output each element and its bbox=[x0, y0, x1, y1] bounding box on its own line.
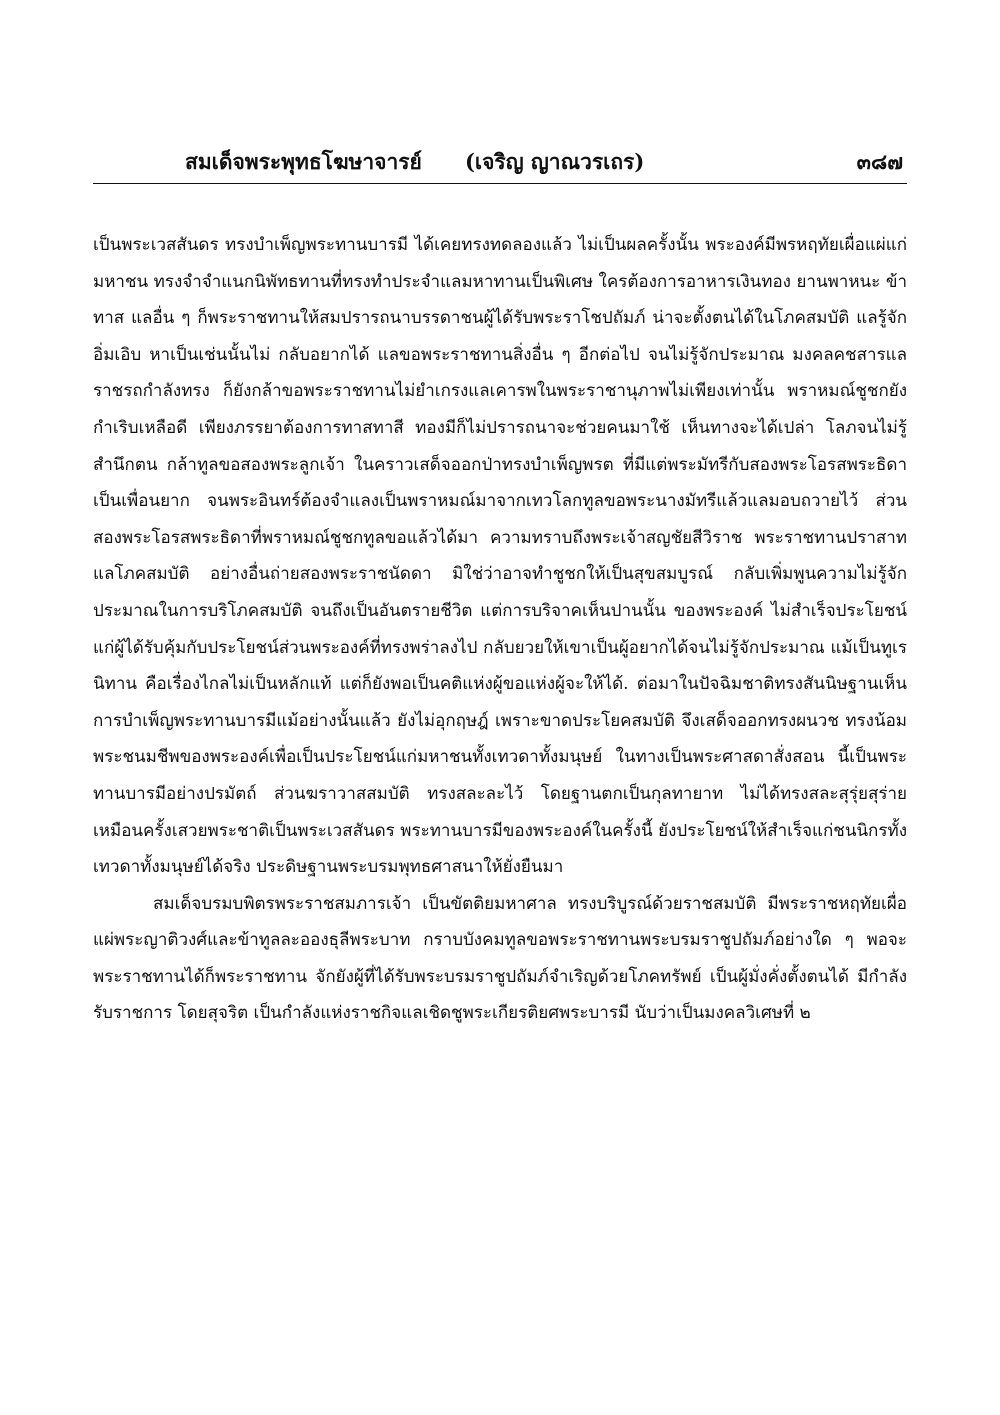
header-author: (เจริญ ญาณวรเถร) bbox=[465, 149, 645, 174]
paragraph-1: เป็นพระเวสสันดร ทรงบำเพ็ญพระทานบารมี ได้เคยทรงทดลองแล้ว ไม่เป็นผลครั้งนั้น พระองค์มีพรหฤทัยเผื่อแผ่แก่มหาชน ทรงจำจำแนกนิพัทธทานที่ทรงทำประจำแลมหาทานเป็นพิเศษ ใครต้องการอาหารเงินทอง ยานพาหนะ ข้าทาส แลอื่น ๆ ก็พระราชทานให้สมปรารถนาบรรดาชนผู้ได้รับพระราโชปถัมภ์ น่าจะตั้งตนได้ในโภคสมบัติ แลรู้จักอิ่มเอิบ หาเป็นเช่นนั้นไม่ กลับอยากได้ แลขอพระราชทานสิ่งอื่น ๆ อีกต่อไป จนไม่รู้จักประมาณ มงคลคชสารแลราชรถกำลังทรง ก็ยังกล้าขอพระราชทานไม่ยำเกรงแลเคารพในพระราชานุภาพไม่เพียงเท่านั้น พราหมณ์ชูชกยังกำเริบเหลือดี เพียงภรรยาต้องการทาสทาสี ทองมีก็ไม่ปรารถนาจะช่วยคนมาใช้ เห็นทางจะได้เปล่า โลภจนไม่รู้สำนึกตน กล้าทูลขอสองพระลูกเจ้า ในคราวเสด็จออกป่าทรงบำเพ็ญพรต ที่มีแต่พระมัทรีกับสองพระโอรสพระธิดา เป็นเพื่อนยาก จนพระอินทร์ต้องจำแลงเป็นพราหมณ์มาจากเทวโลกทูลขอพระนางมัทรีแล้วแลมอบถวายไว้ ส่วนสองพระโอรสพระธิดาที่พราหมณ์ชูชกทูลขอแล้วได้มา ความทราบถึงพระเจ้าสญชัยสีวิราช พระราชทานปราสาทแลโภคสมบัติ อย่างอื่นถ่ายสองพระราชนัดดา มิใช่ว่าอาจทำชูชกให้เป็นสุขสมบูรณ์ กลับเพิ่มพูนความไม่รู้จักประมาณในการบริโภคสมบัติ จนถึงเป็นอันตรายชีวิต แต่การบริจาคเห็นปานนั้น ของพระองค์ ไม่สำเร็จประโยชน์แก่ผู้ได้รับคุ้มกับประโยชน์ส่วนพระองค์ที่ทรงพร่าลงไป กลับยวยให้เขาเป็นผู้อยากได้จนไม่รู้จักประมาณ แม้เป็นทูเรนิทาน คือเรื่องไกลไม่เป็นหลักแท้ แต่ก็ยังพอเป็นคติแห่งผู้ขอแห่งผู้จะให้ได้. ต่อมาในปัจฉิมชาติทรงสันนิษฐานเห็นการบำเพ็ญพระทานบารมีแม้อย่างนั้นแล้ว ยังไม่อุกฤษฎ์ เพราะขาดประโยคสมบัติ จึงเสด็จออกทรงผนวช ทรงน้อมพระชนมชีพของพระองค์เพื่อเป็นประโยชน์แก่มหาชนทั้งเทวดาทั้งมนุษย์ ในทางเป็นพระศาสดาสั่งสอน นี้เป็นพระทานบารมีอย่างปรมัตถ์ ส่วนฆราวาสสมบัติ ทรงสละละไว้ โดยฐานตกเป็นกุลทายาท ไม่ได้ทรงสละสุรุ่ยสุร่ายเหมือนครั้งเสวยพระชาติเป็นพระเวสสันดร พระทานบารมีของพระองค์ในครั้งนี้ ยังประโยชน์ให้สำเร็จแก่ชนนิกรทั้งเทวดาทั้งมนุษย์ได้จริง ประดิษฐานพระบรมพุทธศาสนาให้ยั่งยืนมา bbox=[93, 235, 907, 878]
header-divider bbox=[93, 183, 907, 184]
page-header bbox=[93, 142, 907, 182]
header-title: สมเด็จพระพุทธโฆษาจารย์ bbox=[185, 149, 422, 174]
page-number: ๓๘๗ bbox=[856, 149, 903, 174]
body-text bbox=[93, 227, 907, 1032]
paragraph-2: สมเด็จบรมบพิตรพระราชสมภารเจ้า เป็นขัตติยมหาศาล ทรงบริบูรณ์ด้วยราชสมบัติ มีพระราชหฤทัยเผื่อแผ่พระญาติวงศ์และข้าทูลละอองธุลีพระบาท กราบบังคมทูลขอพระราชทานพระบรมราชูปถัมภ์อย่างใด ๆ พอจะพระราชทานได้ก็พระราชทาน จักยังผู้ที่ได้รับพระบรมราชูปถัมภ์จำเริญด้วยโภคทรัพย์ เป็นผู้มั่งคั่งตั้งตนได้ มีกำลังรับราชการ โดยสุจริต เป็นกำลังแห่งราชกิจแลเชิดชูพระเกียรติยศพระบารมี นับว่าเป็นมงคลวิเศษที่ ๒ bbox=[93, 893, 907, 1024]
